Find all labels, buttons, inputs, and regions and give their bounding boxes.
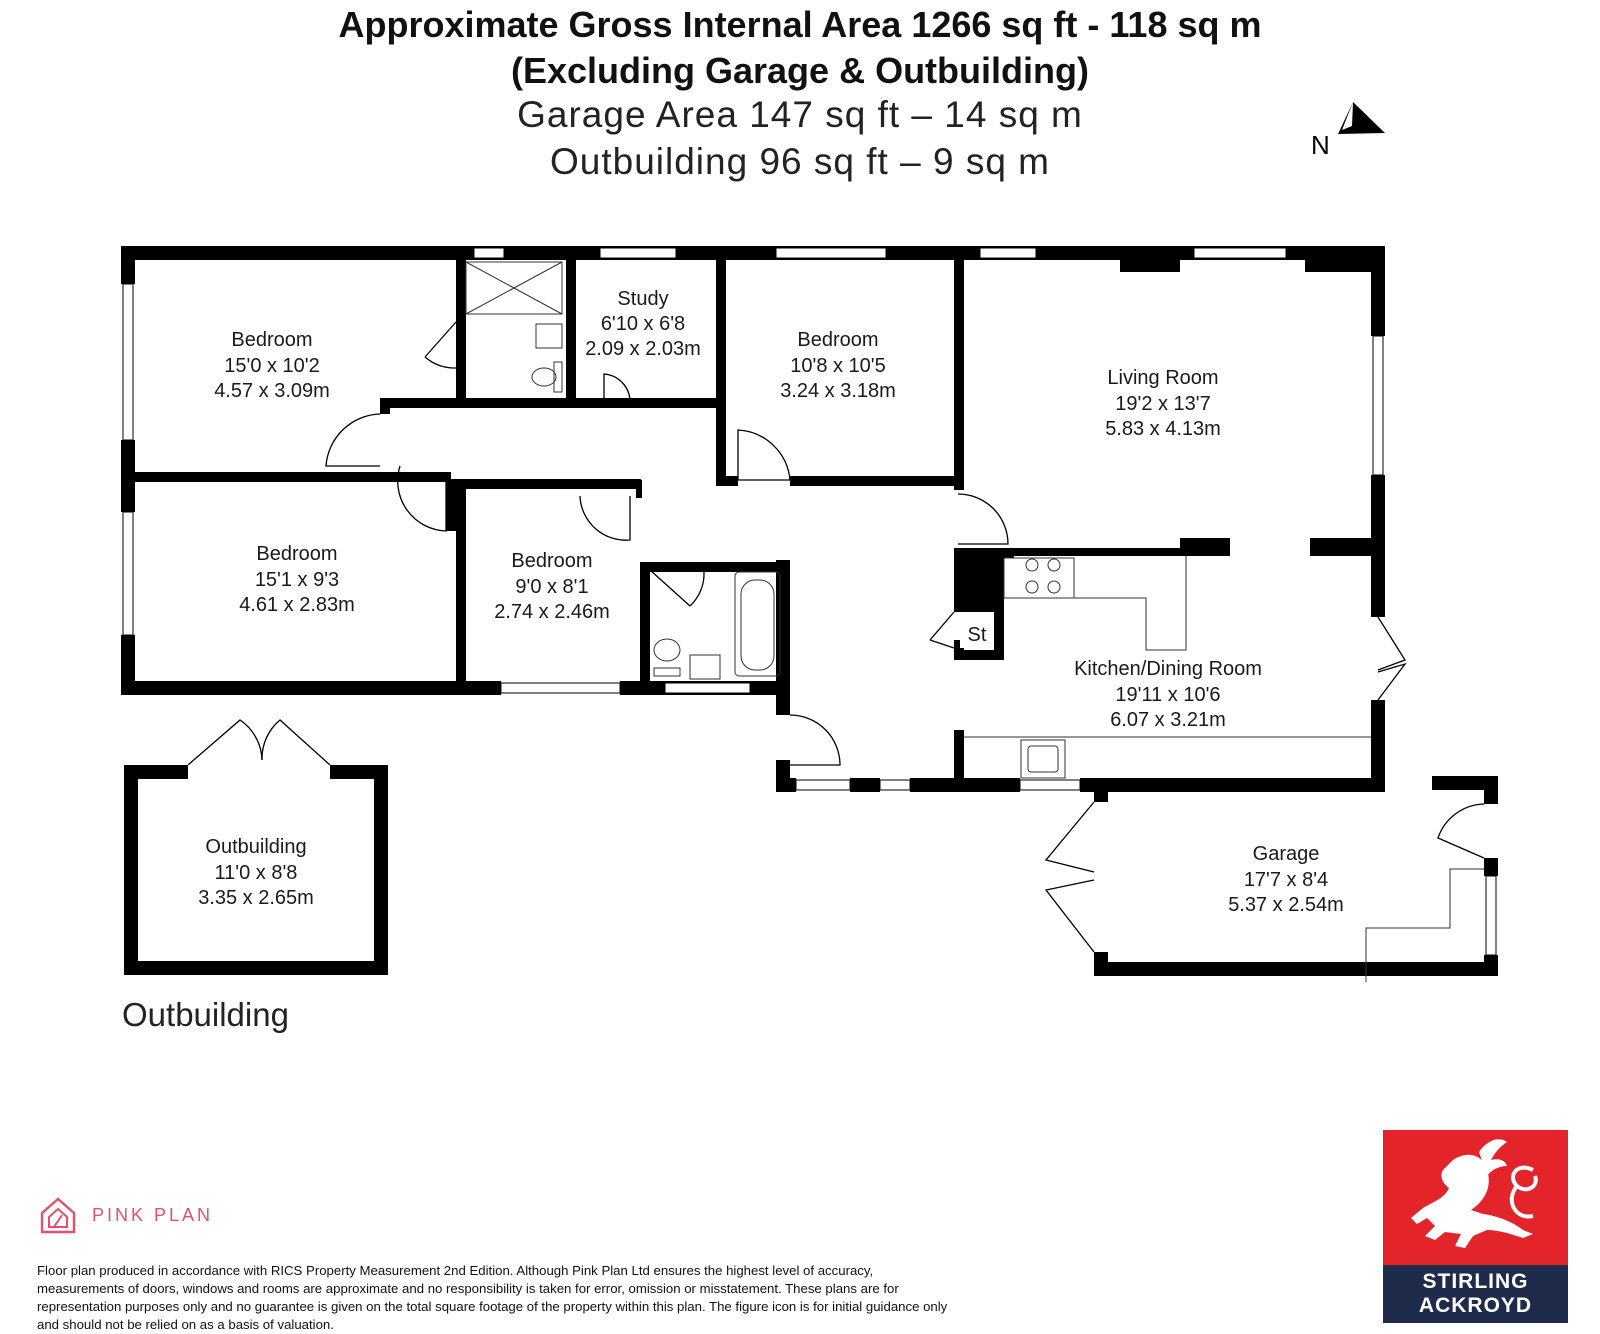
- title-excluding: (Excluding Garage & Outbuilding): [510, 50, 1089, 91]
- disclaimer-text: Floor plan produced in accordance with RICS Property Measurement 2nd Edition. Although Pink Plan Ltd ensures the highest level of accuracy, measurements of doors, windows and rooms are approximate and no responsibility is taken for error, omission or misstatement. These plans are for representation purposes only and no guarantee is given on the total square footage of the property within this plan. The figure icon is for initial guidance only and should not be relied on as a basis of valuation.: [37, 1263, 948, 1332]
- stirling-ackroyd-logo: [1383, 1130, 1568, 1323]
- room-name: St: [967, 624, 987, 646]
- room-imperial: 9'0 x 8'1: [515, 576, 589, 598]
- room-imperial: 15'1 x 9'3: [254, 569, 340, 591]
- room-name: Bedroom: [797, 329, 879, 351]
- pink-plan-house-icon: [38, 1195, 78, 1235]
- room-metric: 2.09 x 2.03m: [585, 338, 701, 360]
- room-name: Outbuilding: [205, 836, 307, 858]
- room-imperial: 15'0 x 10'2: [224, 355, 320, 377]
- room-imperial: 19'11 x 10'6: [1115, 684, 1221, 706]
- outbuilding-area-text: Outbuilding 96 sq ft – 9 sq m: [550, 141, 1050, 182]
- agent-name-line2: ACKROYD: [1418, 1294, 1533, 1317]
- room-living: [1105, 367, 1221, 440]
- pink-plan-brand: [38, 1193, 213, 1237]
- room-garage: [1228, 843, 1344, 916]
- room-name: Garage: [1252, 843, 1320, 865]
- room-bedroom-2: [780, 329, 896, 402]
- title-gross-area: Approximate Gross Internal Area 1266 sq ft - 118 sq m: [338, 4, 1262, 45]
- room-name: Bedroom: [256, 543, 338, 565]
- room-name: Kitchen/Dining Room: [1074, 658, 1262, 680]
- griffin-panel: [1383, 1130, 1568, 1265]
- agent-name-line1: STIRLING: [1422, 1270, 1529, 1293]
- griffin-icon: [1383, 1130, 1568, 1265]
- room-imperial: 10'8 x 10'5: [790, 355, 886, 377]
- room-metric: 3.35 x 2.65m: [198, 887, 314, 909]
- room-study: [585, 288, 701, 360]
- room-kitchen-dining: [1074, 658, 1262, 731]
- room-bedroom-3: [239, 543, 355, 616]
- room-metric: 6.07 x 3.21m: [1110, 709, 1226, 731]
- room-imperial: 19'2 x 13'7: [1115, 393, 1211, 415]
- room-bedroom-4: [494, 550, 610, 623]
- garage-area-text: Garage Area 147 sq ft – 14 sq m: [517, 94, 1083, 135]
- room-bedroom-1: [214, 329, 330, 402]
- room-metric: 3.24 x 3.18m: [780, 380, 896, 402]
- room-metric: 4.57 x 3.09m: [214, 380, 330, 402]
- compass-label: N: [1311, 130, 1330, 160]
- room-metric: 5.83 x 4.13m: [1105, 418, 1221, 440]
- room-imperial: 17'7 x 8'4: [1243, 869, 1329, 891]
- room-name: Bedroom: [231, 329, 313, 351]
- room-name: Living Room: [1107, 367, 1219, 389]
- room-imperial: 6'10 x 6'8: [600, 313, 686, 335]
- pink-plan-text: PINK PLAN: [92, 1204, 214, 1225]
- room-store: [960, 618, 994, 648]
- room-imperial: 11'0 x 8'8: [214, 862, 298, 884]
- room-name: Study: [617, 288, 669, 310]
- room-outbuilding: [198, 836, 314, 909]
- outbuilding-section-label: Outbuilding: [122, 996, 289, 1033]
- room-name: Bedroom: [511, 550, 593, 572]
- room-metric: 2.74 x 2.46m: [494, 601, 610, 623]
- room-metric: 4.61 x 2.83m: [239, 594, 355, 616]
- agent-name: [1383, 1265, 1568, 1323]
- room-metric: 5.37 x 2.54m: [1228, 894, 1344, 916]
